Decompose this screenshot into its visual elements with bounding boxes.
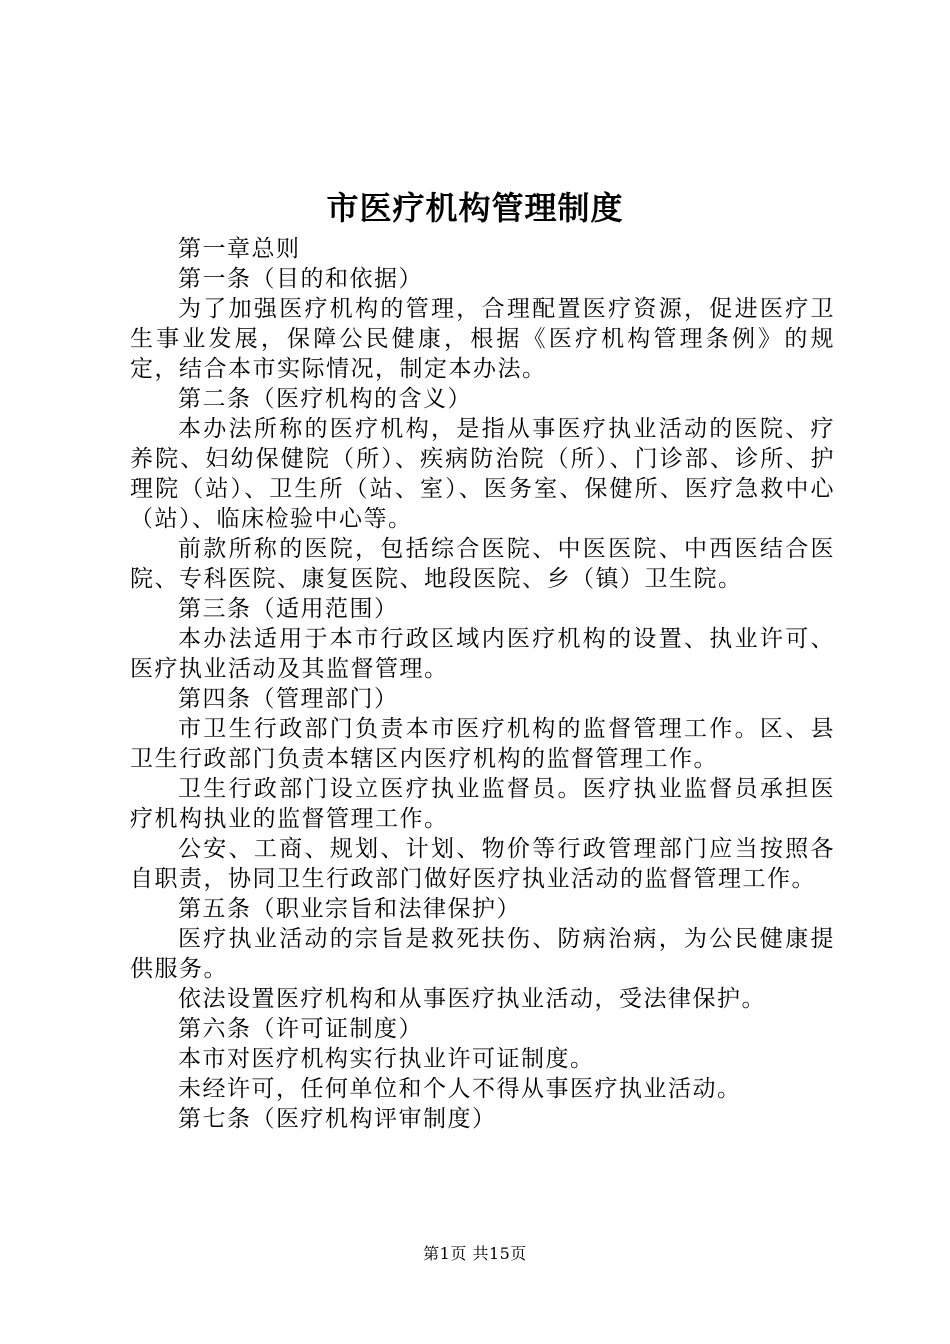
- paragraph: 未经许可，任何单位和个人不得从事医疗执业活动。: [178, 1076, 742, 1102]
- paragraph: 卫生行政部门设立医疗执业监督员。医疗执业监督员承担医疗机构执业的监督管理工作。: [130, 776, 835, 832]
- article-heading: 第五条（职业宗旨和法律保护）: [178, 896, 521, 922]
- article-heading: 第一条（目的和依据）: [178, 266, 423, 292]
- article-heading: 第四条（管理部门）: [178, 686, 399, 712]
- article-heading: 第三条（适用范围）: [178, 596, 399, 622]
- paragraph: 本办法适用于本市行政区域内医疗机构的设置、执业许可、医疗执业活动及其监督管理。: [130, 626, 835, 682]
- paragraph: 本办法所称的医疗机构，是指从事医疗执业活动的医院、疗养院、妇幼保健院（所）、疾病防治院（所）、门诊部、诊所、护理院（站）、卫生所（站、室）、医务室、保健所、医疗急救中心（站）、临床检验中心等。: [130, 416, 835, 532]
- article-heading: 第二条（医疗机构的含义）: [178, 386, 472, 412]
- paragraph: 前款所称的医院，包括综合医院、中医医院、中西医结合医院、专科医院、康复医院、地段医院、乡（镇）卫生院。: [130, 536, 835, 592]
- chapter-heading: 第一章总则: [178, 236, 301, 262]
- article-heading: 第六条（许可证制度）: [178, 1016, 423, 1042]
- paragraph: 为了加强医疗机构的管理，合理配置医疗资源，促进医疗卫生事业发展，保障公民健康，根据《医疗机构管理条例》的规定，结合本市实际情况，制定本办法。: [130, 296, 835, 382]
- paragraph: 本市对医疗机构实行执业许可证制度。: [178, 1046, 595, 1072]
- paragraph: 市卫生行政部门负责本市医疗机构的监督管理工作。区、县卫生行政部门负责本辖区内医疗机构的监督管理工作。: [130, 716, 835, 772]
- document-body: [130, 234, 835, 1134]
- paragraph: 公安、工商、规划、计划、物价等行政管理部门应当按照各自职责，协同卫生行政部门做好医疗执业活动的监督管理工作。: [130, 836, 835, 892]
- paragraph: 医疗执业活动的宗旨是救死扶伤、防病治病，为公民健康提供服务。: [130, 926, 835, 982]
- document-title: 市医疗机构管理制度: [326, 189, 624, 227]
- page-number: 第1页 共15页: [423, 1244, 527, 1263]
- paragraph: 依法设置医疗机构和从事医疗执业活动，受法律保护。: [178, 986, 766, 1012]
- article-heading: 第七条（医疗机构评审制度）: [178, 1106, 497, 1132]
